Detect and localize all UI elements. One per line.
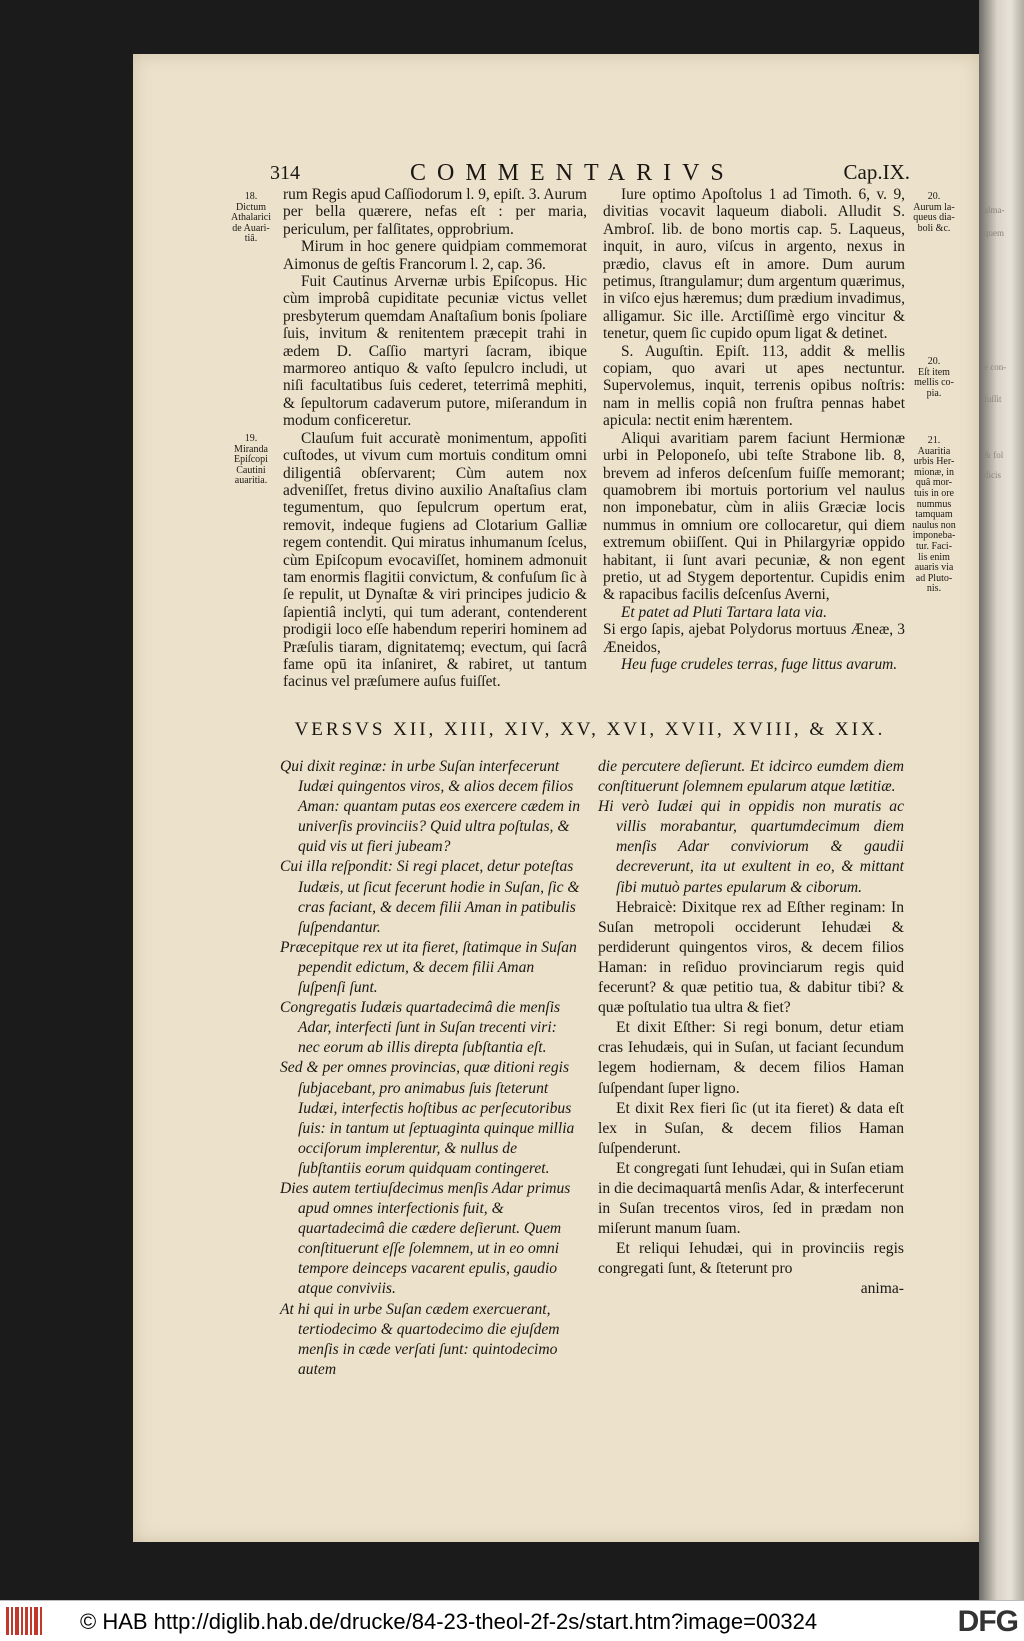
verse: Qui dixit reginæ: in urbe Suſan interfecerunt Iudæi quingentos viros, & alios decem filios Aman: quantam putas eos exercere cædem in univerſis provinciis? Quid ultra poſtulas, & quid vis ut fieri jubeam? — [280, 758, 581, 856]
margin-line: de Auari- — [232, 222, 270, 234]
verse: Congregatis Iudæis quartadecimâ die menſis Adar, interfecti ſunt in Suſan trecenti viri: nec eorum ab illis direpta ſubſtantia eſt. — [280, 999, 561, 1057]
margin-line: mionæ, in — [913, 466, 954, 478]
margin-line: tamquam — [915, 509, 953, 521]
margin-line: imponeba- — [912, 530, 956, 542]
margin-line: tiâ. — [244, 233, 258, 245]
margin-line: Epiſcopi — [234, 454, 268, 466]
margin-note-left-2 — [226, 434, 276, 487]
margin-line: nummus — [916, 498, 952, 510]
paragraph: Fuit Cautinus Arvernæ urbis Epiſcopus. Hic cùm improbâ cupiditate pecuniæ victus vellet presbyterum quemdam Anaſtaſium bonis ſpoliare ſuis, invitum & renitentem præcepit trahi in ædem D. Caſſio martyri ſacram, ibique marmoreo antiquo & vaſto ſepulcro includi, ut niſi facultatibus ſuis cederet, teterrimâ mephiti, & ſepultorum cadaverum putore, miſerandum in modum conficeretur. — [283, 273, 587, 430]
barcode-icon — [6, 1607, 46, 1635]
verse-quote: Heu fuge crudeles terras, fuge littus avarum. — [621, 655, 898, 673]
verse: Præcepitque rex ut ita fieret, ſtatimque in Suſan pependit edictum, & decem filii Aman ſuſpenſi ſunt. — [280, 938, 577, 997]
margin-note-right-3 — [906, 436, 962, 595]
spine-fragment: e con- — [984, 362, 1007, 372]
verse: Dies autem tertiuſdecimus menſis Adar primus apud omnes interfectionis fuit, & quartadecimâ die cædere deſierunt. Quem conſtituerunt eſſe ſolemnem, ut in eo omni tempore deinceps vacarent epulis, gaudio atque conviviis. — [280, 1179, 571, 1298]
margin-line: quâ mor- — [915, 477, 953, 489]
margin-line: auaris via — [914, 562, 954, 574]
margin-line: Athalarici — [231, 212, 271, 224]
margin-line: Auaritia — [917, 445, 951, 457]
dfg-logo: DFG — [957, 1605, 1018, 1638]
margin-line: Aurum la- — [913, 201, 955, 213]
paragraph: Mirum in hoc genere quidpiam commemorat Aimonus de geſtis Francorum l. 2, cap. 36. — [283, 238, 587, 273]
commentary-column-right — [603, 186, 905, 673]
verse: die percutere deſierunt. Et idcirco eumdem diem conſtituerunt ſolemnem epularum atque lætitiæ. — [598, 758, 904, 796]
margin-line: 19. — [244, 433, 258, 444]
paragraph: Si ergo ſapis, ajebat Polydorus mortuus Æneæ, 3 Æneidos, — [603, 621, 905, 656]
vulgate-text-right — [598, 757, 904, 1300]
spine-fragment: dicis — [984, 470, 1001, 480]
margin-note-right-2 — [906, 357, 962, 399]
hebrew-translation: Et congregati ſunt Iehudæi, qui in Suſan etiam in die decimaquartâ menſis Adar, & interfecerunt in Suſan trecentos viros, ſed in prædam non miſerunt manum ſuam. — [598, 1159, 904, 1238]
margin-line: lis enim — [918, 551, 950, 563]
hebrew-translation: Hebraicè: Dixitque rex ad Eſther reginam: In Suſan metropoli occiderunt Iehudæi & perdiderunt quingentos viros, & decem filios Haman: in reſiduo provinciarum regis quid fecerunt? & quæ petitio tua, & dabitur tibi? & quæ poſtulatio tua ultra & fiet? — [598, 898, 904, 1017]
spine-fragment: & fol — [984, 450, 1004, 460]
catchword: anima- — [860, 1280, 904, 1298]
margin-line: queus dia- — [913, 212, 955, 224]
verse-quote: Et patet ad Pluti Tartara lata via. — [621, 603, 827, 621]
paragraph: rum Regis apud Caſſiodorum l. 9, epiſt. 3. Aurum per bella quærere, nefas eſt : per maria, periculum, per falſitates, opprobrium. — [283, 186, 587, 238]
margin-line: 20. — [927, 191, 941, 202]
hebrew-translation: Et dixit Eſther: Si regi bonum, detur etiam cras Iehudæis, qui in Suſan, ut faciant ſecundum legem hodiernam, & decem filios Haman ſuſpendant ſuper ligno. — [598, 1019, 904, 1097]
margin-note-right-1 — [906, 192, 962, 234]
margin-line: Dictum — [236, 201, 266, 213]
vulgate-text-left — [280, 757, 582, 1380]
adjacent-page-edge — [979, 0, 1024, 1600]
paragraph: S. Auguſtin. Epiſt. 113, addit & mellis copiam, quo avari ut apes nectuntur. Supervolemus, inquit, terrenis opibus noſtris: nam in mellis copiâ non fruſtra pennas habet apicula: nectit enim hærentem. — [603, 342, 905, 430]
margin-line: ad Pluto- — [915, 572, 953, 584]
paragraph: Iure optimo Apoſtolus 1 ad Timoth. 6, v. 9, divitias vocavit laqueum diaboli. Alludit S. Ambroſ. lib. de bono mortis cap. 5. Laqueus, inquit, in auro, viſcus in argento, nexus in prædio, clavus eſt in amore. Dum aurum petimus, ſtrangulamur; dum argentum quærimus, in viſco ejus hæremus; dum prædium invadimus, alligamur. Sic ille. Arctiſſimè ergo vincitur & tenetur, quem ſic cupido opum ligat & detinet. — [603, 186, 905, 343]
paragraph: Aliqui avaritiam parem faciunt Hermionæ urbi in Peloponeſo, ubi teſte Strabone lib. 8, brevem ad inferos deſcenſum fuiſſe memorant; quamobrem ibi mortuis portorium vel naulus non imponebatur, cùm in aliis Græciæ locis nummus in omnium ore collocaretur, qui diem extremum obiiſſent. Qui in Philargyriæ oppido habitant, ii ſunt avari pecuniæ, & non egent pretio, ut ad Stygem deportentur. Cupidis enim & rapacibus facilis deſcenſus Averni, — [603, 429, 905, 604]
paragraph: Clauſum fuit accuratè monimentum, appoſiti cuſtodes, ut vivum cum mortuis conditum omni diligentiâ obſervarent; Cùm autem nox adveniſſet, fretus divino auxilio Anaſtaſius clam tegumentum, quo ſepulcrum opertum erat, removit, indeque fugiens ad Clotarium Galliæ regem contendit. Qui miratus inhumanum ſcelus, cùm Epiſcopum evocaviſſet, hominem admonuit tam enormis flagitii convictum, & confuſum ſic à ſe repulit, ut Dynaſtæ & viri principes judicio & ſapientiâ inclyti, qui tum aderant, contenderent prodigii loco eſſe habendum reperiri hominem ad Præſulis tiaram, dignitatemq; evectum, qui ſacrâ fame opū ita inſaniret, & rabiret, ut tantum facinus vel præſumere auſus fuiſſet. — [283, 429, 587, 691]
margin-line: Miranda — [234, 443, 268, 455]
source-url[interactable]: © HAB http://diglib.hab.de/drucke/84-23-theol-2f-2s/start.htm?image=00324 — [80, 1609, 818, 1634]
margin-line: 21. — [927, 435, 941, 446]
spine-fragment: fuſſit — [984, 394, 1002, 404]
hebrew-translation: Et reliqui Iehudæi, qui in provinciis regis congregati ſunt, & ſteterunt pro — [598, 1240, 904, 1278]
running-head: COMMENTARIVS — [410, 160, 735, 186]
margin-line: urbis Her- — [913, 456, 955, 468]
viewer-footer — [0, 1600, 1024, 1641]
verse: Sed & per omnes provincias, quæ ditioni regis ſubjacebant, pro animabus ſuis ſteterunt Iudæi, interfectis hoſtibus ac perſecutoribus ſuis: in tantum ut ſeptuaginta quinque millia occiſorum implerentur, & nullus de ſubſtantiis eorum quidquam contingeret. — [280, 1059, 575, 1177]
verse: At hi qui in urbe Suſan cædem exercuerant, tertiodecimo & quartodecimo die ejuſdem menſis in cæde verſati ſunt: quintodecimo autem — [280, 1300, 560, 1378]
page-number: 314 — [270, 162, 300, 184]
margin-line: 20. — [927, 356, 941, 367]
margin-line: auaritia. — [234, 475, 268, 487]
margin-line: boli &c. — [917, 222, 951, 234]
chapter-label: Cap.IX. — [843, 160, 910, 184]
margin-line: Cautini — [236, 464, 266, 476]
commentary-column-left — [283, 186, 587, 691]
margin-line: mellis co- — [914, 377, 954, 389]
margin-line: 18. — [244, 191, 258, 202]
hebrew-translation: Et dixit Rex fieri ſic (ut ita fieret) & data eſt lex in Suſan, & decem filios Haman ſuſpenderunt. — [598, 1099, 904, 1157]
margin-line: Eſt item — [918, 366, 950, 378]
margin-line: pia. — [926, 387, 942, 399]
margin-line: tur. Faci- — [915, 540, 953, 552]
margin-note-left-1 — [226, 192, 276, 245]
spine-fragment: alma- — [984, 205, 1005, 215]
spine-fragment: quem — [984, 228, 1004, 238]
verse: Hi verò Iudæi qui in oppidis non muratis ac villis morabantur, quartumdecimum diem menſis Adar conviviorum & gaudii decreverunt, ita ut exultent in eo, & mittant ſibi mutuò partes epularum & ciborum. — [598, 798, 904, 896]
margin-line: nis. — [926, 583, 942, 595]
verse: Cui illa reſpondit: Si regi placet, detur poteſtas Iudæis, ut ſicut fecerunt hodie in Suſan, ſic & cras faciant, & decem filii Aman in patibulis ſuſpendantur. — [280, 858, 580, 936]
margin-line: naulus non — [912, 519, 956, 531]
section-title: VERSVS XII, XIII, XIV, XV, XVI, XVII, XVIII, & XIX. — [294, 719, 886, 740]
page-header — [270, 160, 910, 188]
margin-line: tuis in ore — [914, 487, 954, 499]
